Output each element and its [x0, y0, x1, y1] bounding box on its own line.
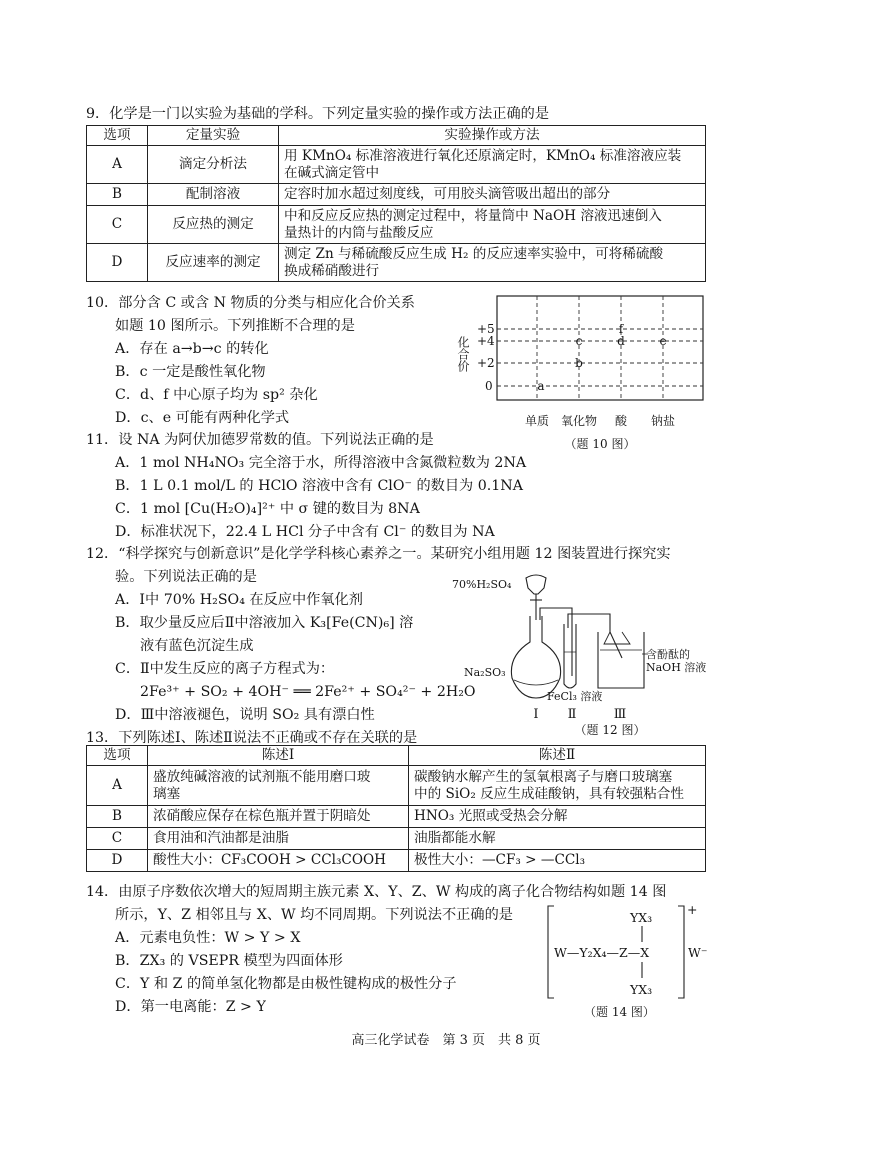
q14-structure-figure	[544, 902, 716, 1024]
q10-point-e: e	[659, 334, 667, 348]
q9-stem: 9．化学是一门以实验为基础的学科。下列定量实验的操作或方法正确的是	[86, 106, 550, 122]
q10-figure	[455, 290, 715, 460]
q10-ytick: +2	[477, 356, 495, 370]
statement1-cell: 浓硝酸应保存在棕色瓶并置于阴暗处	[148, 806, 409, 828]
statement2-cell: 极性大小：—CF₃ > —CCl₃	[409, 850, 706, 872]
option-cell: C	[87, 828, 148, 850]
q11-option-c: C．1 mol [Cu(H₂O)₄]²⁺ 中 σ 键的数目为 8NA	[115, 501, 420, 517]
q13-header-statement1: 陈述Ⅰ	[148, 746, 409, 766]
q14-caption: （题 14 图）	[584, 1005, 655, 1019]
q14-option-b: B．ZX₃ 的 VSEPR 模型为四面体形	[115, 953, 343, 969]
method-cell: 用 KMnO₄ 标准溶液进行氧化还原滴定时，KMnO₄ 标准溶液应装 在碱式滴定管中	[279, 146, 706, 184]
q14-option-d: D．第一电离能：Z > Y	[115, 999, 266, 1015]
method-cell: 定容时加水超过刻度线，可用胶头滴管吸出超出的部分	[279, 184, 706, 206]
statement1-cell: 食用油和汽油都是油脂	[148, 828, 409, 850]
q10-point-c: c	[575, 334, 583, 348]
q12-stem-line1: 12．“科学探究与创新意识”是化学学科核心素养之一。某研究小组用题 12 图装置进行探究实	[86, 546, 671, 562]
q12-solid-label: Na₂SO₃	[464, 666, 506, 679]
q12-apparatus-figure	[450, 572, 712, 740]
right-bracket	[678, 906, 684, 998]
experiment-cell: 反应速率的测定	[148, 244, 279, 282]
q10-gridlines	[497, 296, 703, 400]
q10-option-c: C．d、f 中心原子均为 sp² 杂化	[115, 387, 318, 403]
q12-label-iii: Ⅲ	[613, 707, 627, 722]
q13-stem: 13．下列陈述Ⅰ、陈述Ⅱ说法不正确或不存在关联的是	[86, 730, 418, 746]
q10-ytick: +5	[477, 322, 495, 336]
experiment-cell: 滴定分析法	[148, 146, 279, 184]
q10-stem-line1: 10．部分含 C 或含 N 物质的分类与相应化合价关系	[86, 295, 415, 311]
table-row	[87, 766, 706, 806]
q9-header-option: 选项	[87, 126, 148, 146]
q11-option-a: A．1 mol NH₄NO₃ 完全溶于水，所得溶液中含氮微粒数为 2NA	[115, 455, 527, 471]
q14-stem-line1: 14．由原子序数依次增大的短周期主族元素 X、Y、Z、W 构成的离子化合物结构如题 14 图	[86, 884, 667, 900]
q10-stem-line2: 如题 10 图所示。下列推断不合理的是	[115, 318, 355, 334]
q14-bottom-group: YX₃	[630, 982, 653, 997]
q12-stem-line2: 验。下列说法正确的是	[115, 569, 257, 585]
q12-beaker-label-2: NaOH 溶液	[646, 661, 707, 674]
q12-option-d: D．Ⅲ中溶液褪色，说明 SO₂ 具有漂白性	[115, 707, 375, 723]
q10-point-d: d	[617, 334, 625, 348]
statement1-cell: 盛放纯碱溶液的试剂瓶不能用磨口玻 璃塞	[148, 766, 409, 806]
table-row	[87, 244, 706, 282]
test-tube-icon	[564, 624, 576, 688]
option-cell: B	[87, 806, 148, 828]
q10-point-a: a	[537, 379, 545, 393]
statement1-cell: 酸性大小：CF₃COOH > CCl₃COOH	[148, 850, 409, 872]
q9-header-method: 实验操作或方法	[279, 126, 706, 146]
beaker-icon	[598, 632, 644, 688]
q12-tube-label: FeCl₃ 溶液	[547, 690, 603, 703]
table-row	[87, 184, 706, 206]
option-cell: D	[87, 850, 148, 872]
q9-table	[86, 125, 706, 282]
q13-header-option: 选项	[87, 746, 148, 766]
statement2-cell: HNO₃ 光照或受热会分解	[409, 806, 706, 828]
q10-ytick: 0	[485, 379, 493, 393]
page-footer: 高三化学试卷 第 3 页 共 8 页	[351, 1033, 541, 1048]
q10-option-a: A．存在 a→b→c 的转化	[115, 341, 269, 357]
statement2-cell: 油脂都能水解	[409, 828, 706, 850]
q14-anion: W⁻	[688, 945, 708, 960]
option-cell: C	[87, 206, 148, 244]
q10-xtick: 氧化物	[560, 414, 598, 428]
option-cell: A	[87, 766, 148, 806]
statement2-cell: 碳酸钠水解产生的氢氧根离子与磨口玻璃塞 中的 SiO₂ 反应生成硅酸钠，具有较强粘合性	[409, 766, 706, 806]
q10-point-f: f	[618, 322, 624, 336]
q10-ylabel-char: 化合价	[456, 336, 470, 372]
q14-option-c: C．Y 和 Z 的简单氢化物都是由极性键构成的极性分子	[115, 976, 457, 992]
experiment-cell: 反应热的测定	[148, 206, 279, 244]
table-row	[87, 206, 706, 244]
q12-label-ii: Ⅱ	[567, 707, 577, 722]
q12-acid-label: 70%H₂SO₄	[452, 578, 512, 591]
q12-equation: 2Fe³⁺ + SO₂ + 4OH⁻ ══ 2Fe²⁺ + SO₄²⁻ + 2H₂O	[140, 684, 476, 700]
q12-option-b-cont: 液有蓝色沉淀生成	[140, 638, 254, 654]
method-cell: 测定 Zn 与稀硫酸反应生成 H₂ 的反应速率实验中，可将稀硫酸 换成稀硝酸进行	[279, 244, 706, 282]
q14-stem-line2: 所示，Y、Z 相邻且与 X、W 均不同周期。下列说法不正确的是	[115, 907, 513, 923]
table-row	[87, 850, 706, 872]
q9-header-experiment: 定量实验	[148, 126, 279, 146]
q12-option-b: B．取少量反应后Ⅱ中溶液加入 K₃[Fe(CN)₆] 溶	[115, 615, 414, 631]
option-cell: A	[87, 146, 148, 184]
q12-label-i: Ⅰ	[533, 707, 539, 722]
q12-beaker-label-1: 含酚酞的	[646, 648, 690, 661]
q14-top-group: YX₃	[630, 910, 653, 925]
q10-xtick: 酸	[614, 414, 628, 428]
flask-icon	[511, 616, 560, 698]
funnel-icon	[526, 575, 546, 594]
option-cell: D	[87, 244, 148, 282]
q13-header-statement2: 陈述Ⅱ	[409, 746, 706, 766]
option-cell: B	[87, 184, 148, 206]
table-row	[87, 806, 706, 828]
q10-caption: （题 10 图）	[564, 437, 636, 451]
q10-point-b: b	[575, 356, 583, 370]
q12-caption: （题 12 图）	[574, 723, 646, 737]
q12-option-c: C．Ⅱ中发生反应的离子方程式为：	[115, 661, 335, 677]
q10-option-b: B．c 一定是酸性氧化物	[115, 364, 266, 380]
q14-charge: +	[687, 902, 698, 917]
table-row	[87, 828, 706, 850]
q11-stem: 11．设 NA 为阿伏加德罗常数的值。下列说法正确的是	[86, 432, 434, 448]
q11-option-d: D．标准状况下，22.4 L HCl 分子中含有 Cl⁻ 的数目为 NA	[115, 524, 495, 540]
q10-xtick: 单质	[524, 414, 550, 428]
q11-option-b: B．1 L 0.1 mol/L 的 HClO 溶液中含有 ClO⁻ 的数目为 0.1NA	[115, 478, 523, 494]
q14-option-a: A．元素电负性：W > Y > X	[115, 930, 301, 946]
q14-main-chain: W—Y₂X₄—Z—X	[554, 945, 650, 960]
q10-option-d: D．c、e 可能有两种化学式	[115, 410, 290, 426]
q10-plot-frame	[497, 296, 703, 400]
q10-xtick: 钠盐	[650, 414, 676, 428]
q12-option-a: A．Ⅰ中 70% H₂SO₄ 在反应中作氧化剂	[115, 592, 363, 608]
experiment-cell: 配制溶液	[148, 184, 279, 206]
q13-table	[86, 745, 706, 872]
table-row	[87, 146, 706, 184]
method-cell: 中和反应反应热的测定过程中，将量筒中 NaOH 溶液迅速倒入 量热计的内筒与盐酸反应	[279, 206, 706, 244]
q10-ytick: +4	[477, 334, 495, 348]
